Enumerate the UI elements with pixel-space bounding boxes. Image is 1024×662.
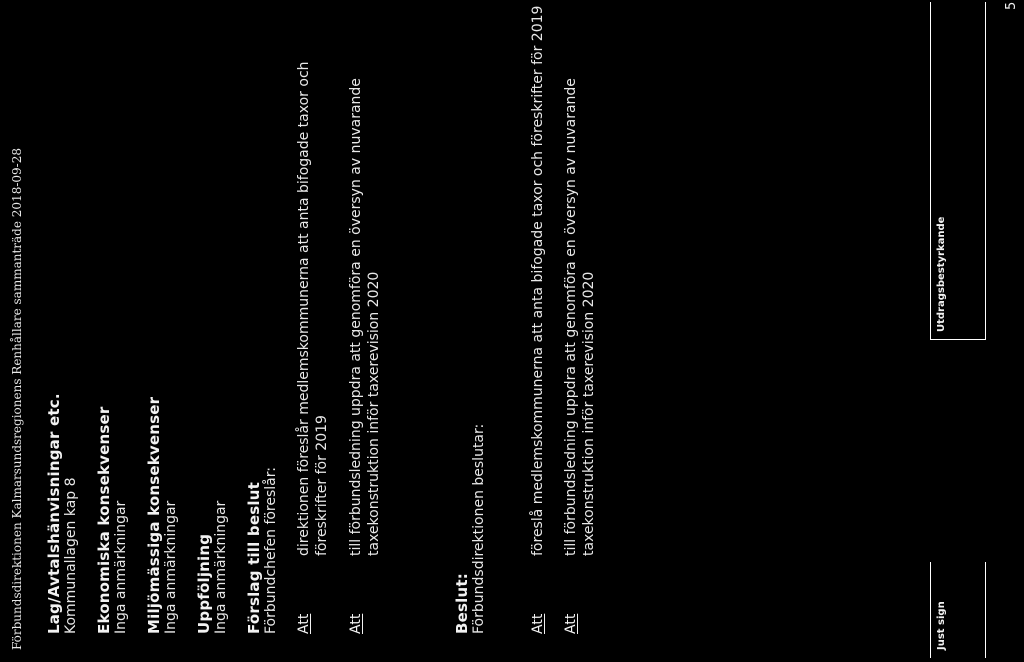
signature-box-line-right-bottom xyxy=(985,2,986,340)
decision-item-1-line1: föreslå medlemskommunerna att anta bifogade taxor och föreskrifter för 2019 xyxy=(530,5,546,556)
section-body-uppfoljning: Inga anmärkningar xyxy=(213,500,229,634)
proposal-item-1-line2: föreskrifter för 2019 xyxy=(314,415,330,556)
decision-item-2-line2: taxekonstruktion inför taxerevision 2020 xyxy=(581,271,597,556)
page-number: 5 xyxy=(1004,1,1019,10)
proposal-att-label-1: Att xyxy=(296,613,312,634)
proposal-item-1-line1: direktionen föreslår medlemskommunerna att anta bifogade taxor och xyxy=(296,61,312,556)
section-heading-miljo: Miljömässiga konsekvenser xyxy=(145,396,163,634)
section-body-ekonomiska: Inga anmärkningar xyxy=(113,500,129,634)
section-heading-lag: Lag/Avtalshänvisningar etc. xyxy=(45,393,63,634)
decision-item-2-line1: till förbundsledning uppdra att genomföra en översyn av nuvarande xyxy=(563,78,579,556)
signature-box-divider xyxy=(930,339,985,340)
section-heading-forslag: Förslag till beslut xyxy=(245,482,263,634)
just-sign-label: Just sign xyxy=(936,601,947,650)
signature-box-line-left-top xyxy=(930,562,931,658)
document-header: Förbundsdirektionen Kalmarsundsregionens Renhållare sammanträde 2018-09-28 xyxy=(10,148,24,650)
proposal-att-label-2: Att xyxy=(348,613,364,634)
utdragsbestyrkande-label: Utdragsbestyrkande xyxy=(936,216,947,332)
section-heading-ekonomiska: Ekonomiska konsekvenser xyxy=(95,406,113,634)
decision-body: Förbundsdirektionen beslutar: xyxy=(471,423,487,634)
section-body-miljo: Inga anmärkningar xyxy=(163,500,179,634)
signature-box-line-left-bottom xyxy=(985,562,986,658)
decision-att-label-1: Att xyxy=(530,613,546,634)
section-body-lag: Kommunallagen kap 8 xyxy=(63,477,79,634)
proposal-item-2-line1: till förbundsledning uppdra att genomföra en översyn av nuvarande xyxy=(348,78,364,556)
decision-heading: Beslut: xyxy=(453,573,471,634)
section-body-forslag: Förbundchefen föreslår: xyxy=(263,467,279,634)
proposal-item-2-line2: taxekonstruktion inför taxerevision 2020 xyxy=(366,271,382,556)
decision-att-label-2: Att xyxy=(563,613,579,634)
signature-box-line-right-top xyxy=(930,2,931,340)
section-heading-uppfoljning: Uppföljning xyxy=(195,533,213,634)
